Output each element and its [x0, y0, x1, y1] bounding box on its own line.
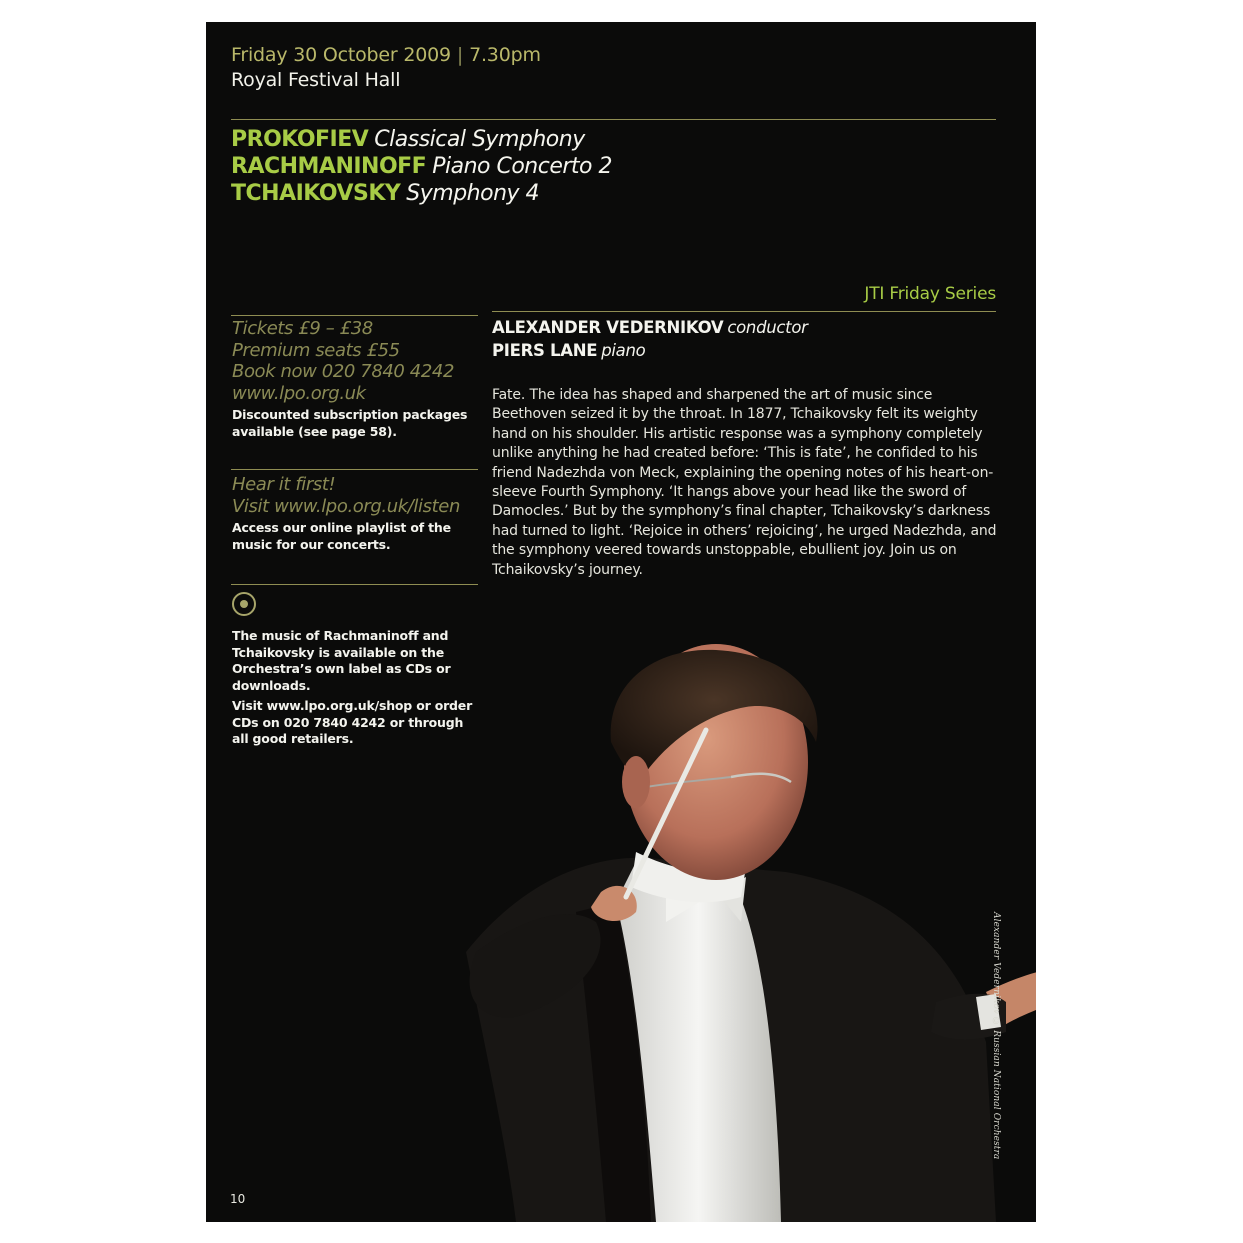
page-number: 10 — [230, 1192, 246, 1206]
program-item — [231, 180, 612, 207]
playlist-note: Access our online playlist of the music for our concerts. — [232, 520, 451, 552]
divider — [231, 315, 478, 316]
hear-it-first-title: Hear it first! — [232, 474, 336, 495]
date-separator: | — [456, 44, 464, 66]
work-title: Symphony 4 — [406, 181, 540, 206]
artist-name: ALEXANDER VEDERNIKOV — [492, 318, 724, 337]
concert-date-time — [231, 44, 541, 66]
hear-it-first — [232, 474, 476, 553]
program-item — [231, 153, 612, 180]
program-item — [231, 126, 612, 153]
booking-phone[interactable]: Book now 020 7840 4242 — [232, 361, 455, 382]
concert-venue: Royal Festival Hall — [231, 69, 401, 91]
brochure-page — [206, 22, 1036, 1222]
composer-name: TCHAIKOVSKY — [231, 181, 401, 206]
divider — [231, 119, 996, 120]
divider — [231, 584, 478, 585]
work-title: Classical Symphony — [374, 127, 585, 152]
listen-link[interactable]: Visit www.lpo.org.uk/listen — [232, 495, 460, 517]
subscription-note: Discounted subscription packages available (see page 58). — [232, 407, 468, 439]
composer-name: RACHMANINOFF — [231, 154, 427, 179]
cd-icon — [232, 592, 256, 616]
divider — [231, 469, 478, 470]
website-link[interactable]: www.lpo.org.uk — [232, 382, 366, 404]
program-list — [231, 126, 612, 207]
concert-time: 7.30pm — [469, 44, 541, 66]
artist-line — [492, 316, 997, 339]
artist-role: piano — [601, 341, 646, 360]
shop-text: Visit www.lpo.org.uk/shop or order CDs on 020 7840 4242 or through all good retailers. — [232, 698, 473, 746]
artist-role: conductor — [727, 318, 808, 337]
recordings-text: The music of Rachmaninoff and Tchaikovsky is available on the Orchestra’s own label as CDs or downloads. — [232, 628, 451, 693]
description-text: Fate. The idea has shaped and sharpened the art of music since Beethoven seized it by the throat. In 1877, Tchaikovsky felt its weighty hand on his shoulder. His artistic response was a symphony completely unlike anything he had created before: ‘This is fate’, he confided to his friend Nadezhda von Meck, explaining the opening notes of his heart-on-sleeve Fourth Symphony. ‘It hangs above your head like the sword of Damocles.’ But by the symphony’s final chapter, Tchaikovsky’s darkness had turned to light. ‘Rejoice in others’ rejoicing’, he urged Nadezhda, and the symphony veered towards unstoppable, ebullient joy. Join us on Tchaikovsky’s journey. — [492, 387, 997, 578]
concert-date: Friday 30 October 2009 — [231, 44, 451, 66]
ticket-info — [232, 318, 476, 440]
photo-credit: Alexander Vedernikov © Russian National Orchestra — [991, 912, 1001, 1160]
conductor-photo — [336, 622, 1036, 1222]
series-label: JTI Friday Series — [864, 284, 996, 304]
premium-price: Premium seats £55 — [232, 339, 400, 361]
artist-name: PIERS LANE — [492, 341, 598, 360]
ticket-price: Tickets £9 – £38 — [232, 318, 373, 339]
concert-details — [492, 316, 997, 580]
composer-name: PROKOFIEV — [231, 127, 369, 152]
divider — [492, 311, 996, 312]
artist-line — [492, 339, 997, 362]
work-title: Piano Concerto 2 — [432, 154, 612, 179]
